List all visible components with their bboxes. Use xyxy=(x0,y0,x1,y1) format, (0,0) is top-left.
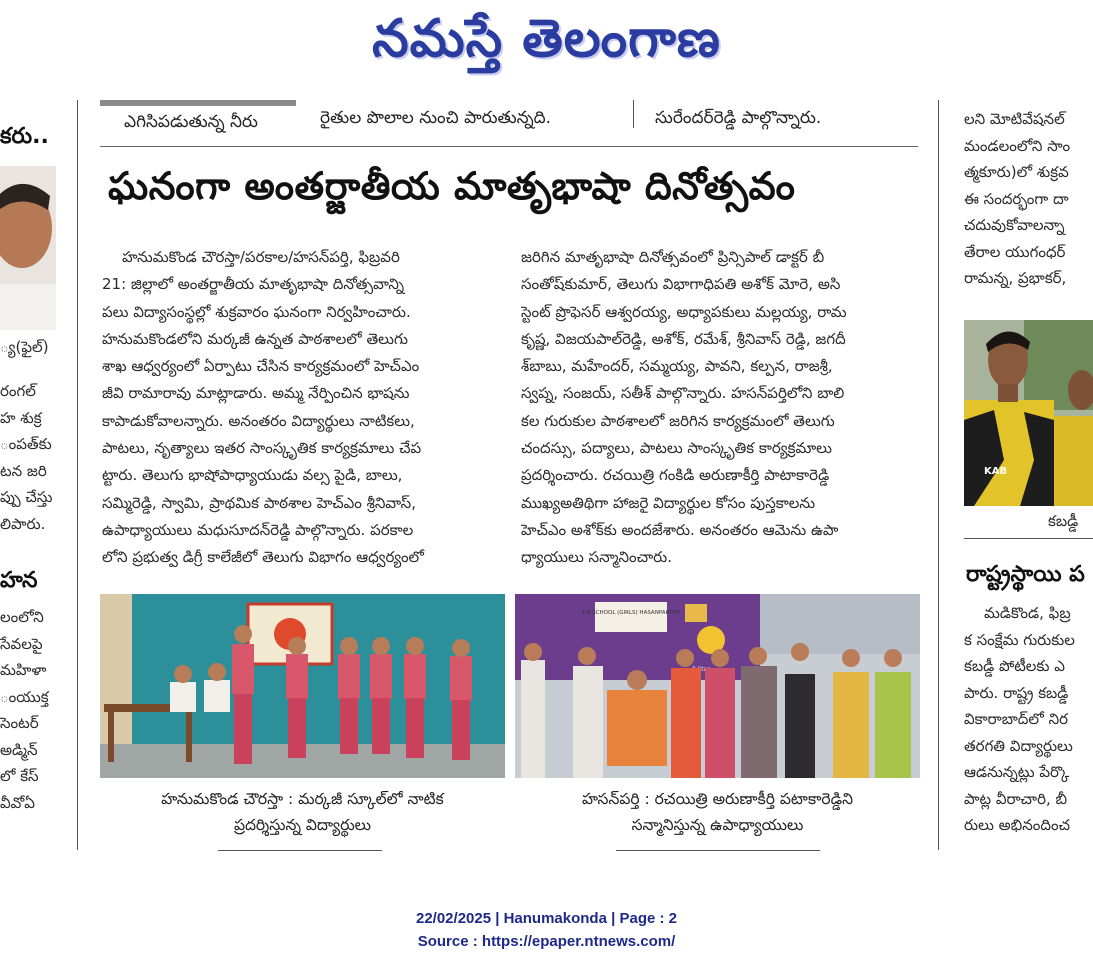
text-line: హనుమకొండలోని మర్కజీ ఉన్నత పాఠశాలలో తెలుగు xyxy=(102,329,408,348)
school-drama-photo xyxy=(100,594,505,778)
text-line: కల గురుకుల పాఠశాలలో జరిగిన కార్యక్రమంలో తెలుగు xyxy=(521,411,835,430)
text-line: చందస్సు, పద్యాలు, పాటలు సాంస్కృతిక కార్యక్రమాలు xyxy=(521,439,832,458)
left-column-text xyxy=(0,378,56,537)
text-line: మండలంలోని సాం xyxy=(964,136,1071,155)
text-line: సమ్మిరెడ్డి, స్వామి, ప్రాథమిక పాఠశాల హెచ్‌ఎం శ్రీనివాస్, xyxy=(102,493,416,512)
text-line: కబడ్డీ పోటీలకు ఎ xyxy=(964,657,1065,675)
drama-photo-caption xyxy=(100,786,505,838)
article-body-column-1 xyxy=(102,244,500,572)
text-line: జరిగిన మాతృభాషా దినోత్సవంలో ప్రిన్సిపాల్ డాక్టర్ బీ xyxy=(521,248,825,266)
text-line: తరగతి విద్యార్థులు xyxy=(964,736,1073,755)
text-line: రామన్న, ప్రభాకర్, xyxy=(964,269,1067,287)
text-line: కృష్ణ, విజయపాల్‌రెడ్డి, అశోక్, రమేశ్, శ్రీనివాస్ రెడ్డి, జగదీ xyxy=(521,329,846,348)
right-column-text xyxy=(964,106,1093,292)
text-line: హనుమకొండ చౌరస్తా/పరకాల/హసన్‌పర్తి, ఫిబ్రవరి xyxy=(122,248,400,266)
text-line: అడ్మిన్ xyxy=(0,740,38,759)
left-photo-caption: ్య(ఫైల్) xyxy=(0,338,49,356)
text-line: సేవలపై xyxy=(0,634,43,653)
text-line: ట్టారు. తెలుగు భాషోపాధ్యాయుడు వల్స పైడి, బాలు, xyxy=(102,466,403,485)
text-line: లోని ప్రభుత్వ డిగ్రీ కాలేజీలో తెలుగు విభాగం ఆధ్వర్యంలో xyxy=(102,548,424,567)
text-line: మడికొండ, ఫిబ్ర xyxy=(984,604,1071,622)
left-portrait-photo xyxy=(0,166,56,330)
caption-line: హసన్‌పర్తి : రచయిత్రి అరుణాకీర్తి పటాకారెడ్డిని xyxy=(582,790,853,808)
text-line: టన జరి xyxy=(0,461,47,480)
right-caption-rule xyxy=(964,538,1093,539)
text-line: ంపత్‌కు xyxy=(0,435,52,453)
text-line: పాటలు, నృత్యాలు ఇతర సాంస్కృతిక కార్యక్రమాలు చేప xyxy=(102,439,422,458)
text-line: లంలోని xyxy=(0,608,44,626)
left-column-subhead: హన xyxy=(0,568,38,593)
right-column-subhead: రాష్ట్రస్థాయి ప xyxy=(966,562,1085,587)
text-line: ప్పు చేస్తు xyxy=(0,488,53,506)
caption-underline xyxy=(616,850,820,851)
text-line: శాఖ ఆధ్వర్యంలో ఏర్పాటు చేసిన కార్యక్రమంలో హెచ్‌ఎం xyxy=(102,357,420,376)
previous-article-tail: రైతుల పొలాల నుంచి పారుతున్నది. xyxy=(320,108,552,128)
text-line: పలు విద్యాసంస్థల్లో శుక్రవారం ఘనంగా నిర్వహించారు. xyxy=(102,302,411,321)
text-line: చదువుకోవాలన్నా xyxy=(964,216,1065,234)
text-line: హ శుక్ర xyxy=(0,408,42,427)
text-line: వీవోఏ xyxy=(0,793,35,812)
right-column-text-2 xyxy=(964,600,1093,839)
jersey-text: KAB xyxy=(984,466,1008,477)
text-line: పాట్ల వీరాచారి, బీ xyxy=(964,789,1068,808)
footer-source-link[interactable]: Source : https://epaper.ntnews.com/ xyxy=(417,933,676,950)
text-line: కాపాడుకోవాలన్నారు. అనంతరం విద్యార్థులు నాటికలు, xyxy=(102,411,415,430)
footer-date-page: 22/02/2025 | Hanumakonda | Page : 2 xyxy=(415,910,677,927)
text-line: క సంక్షేమ గురుకుల xyxy=(964,630,1075,649)
text-line: ంయుక్త xyxy=(0,687,49,706)
text-line: పారు. రాష్ట్ర కబడ్డీ xyxy=(964,683,1069,702)
headline-rule xyxy=(100,146,918,147)
text-line: రులు అభినందించ xyxy=(964,816,1070,834)
text-line: 21: జిల్లాలో అంతర్జాతీయ మాతృభాషా దినోత్సవాన్ని xyxy=(102,275,405,294)
text-line: లో కేస్ xyxy=(0,767,39,785)
left-column-text-2 xyxy=(0,604,56,816)
text-line: మహిళా xyxy=(0,661,47,679)
kabaddi-photo-caption: కబడ్డీ xyxy=(1048,512,1079,530)
article-body-column-2 xyxy=(521,244,919,572)
masthead-title: నమస్తే తెలంగాణ xyxy=(372,8,721,69)
text-line: ధ్యాయులు సన్మానించారు. xyxy=(521,548,673,567)
snippet-divider xyxy=(633,100,634,128)
text-line: స్వప్న, సంజయ్, సతీశ్ పాల్గొన్నారు. హసన్‌పర్తిలోని బాలి xyxy=(521,384,845,403)
text-line: ముఖ్యఅతిథిగా హాజరై విద్యార్థుల కోసం పుస్తకాలను xyxy=(521,493,816,512)
caption-line: హనుమకొండ చౌరస్తా : మర్కజీ స్కూల్‌లో నాటిక xyxy=(161,790,444,808)
text-line: ఉపాధ్యాయులు మధుసూదన్‌రెడ్డి పాల్గొన్నారు. పరకాల xyxy=(102,520,414,539)
felicitation-photo xyxy=(515,594,920,778)
column-divider-left xyxy=(77,100,78,850)
banner-sign-text: Star xyxy=(697,666,710,673)
text-line: ఈ సందర్భంగా దా xyxy=(964,189,1069,208)
kabaddi-players-photo xyxy=(964,320,1093,506)
caption-underline xyxy=(218,850,382,851)
text-line: రంగల్ xyxy=(0,382,36,400)
text-line: వికారాబాద్‌లో నిర xyxy=(964,710,1069,728)
felicitation-photo-caption xyxy=(515,786,920,838)
text-line: స్టెంట్ ప్రొఫెసర్ ఆశ్వరయ్య, అధ్యాపకులు మల్లయ్య, రామ xyxy=(521,302,847,321)
text-line: హెచ్‌ఎం అశోక్‌కు అందజేశారు. అనంతరం ఆమెను ఉపా xyxy=(521,520,839,539)
text-line: ప్రదర్శించారు. రచయిత్రి గంకిడి అరుణాకీర్తి పాటాకారెడ్డి xyxy=(521,466,830,485)
caption-line: సన్మానిస్తున్న ఉపాధ్యాయులు xyxy=(631,816,804,834)
newspaper-masthead xyxy=(0,0,1093,84)
caption-line: ప్రదర్శిస్తున్న విద్యార్థులు xyxy=(233,816,372,834)
school-banner-text: T.R SCHOOL (GIRLS) HASANPARTHY xyxy=(582,610,680,616)
text-line: లని మోటివేషనల్ xyxy=(964,110,1065,128)
text-line: లిపారు. xyxy=(0,514,46,533)
text-line: శ్‌బాబు, మహేందర్, సమ్మయ్య, పావని, కల్పన, రాజశ్రీ, xyxy=(521,357,833,376)
text-line: త్మకూరు)లో శుక్రవ xyxy=(964,163,1069,181)
previous-photo-strip xyxy=(100,100,296,106)
previous-article-tail-right: సురేందర్‌రెడ్డి పాల్గొన్నారు. xyxy=(655,108,822,128)
column-divider-right xyxy=(938,100,939,850)
previous-photo-caption: ఎగిసిపడుతున్న నీరు xyxy=(124,112,258,132)
text-line: సంతోష్‌కుమార్, తెలుగు విభాగాధిపతి అశోక్ మోరె, అసి xyxy=(521,275,841,294)
left-column-heading: కరు.. xyxy=(0,124,49,149)
text-line: ఆడనున్నట్లు పేర్కొ xyxy=(964,763,1070,781)
text-line: జీవి రామారావు మాట్లాడారు. అమ్మ నేర్పించిన భాషను xyxy=(102,384,410,403)
text-line: తేరాల యుగంధర్ xyxy=(964,242,1066,261)
text-line: సెంటర్ xyxy=(0,714,39,732)
article-headline: ఘనంగా అంతర్జాతీయ మాతృభాషా దినోత్సవం xyxy=(108,164,796,208)
